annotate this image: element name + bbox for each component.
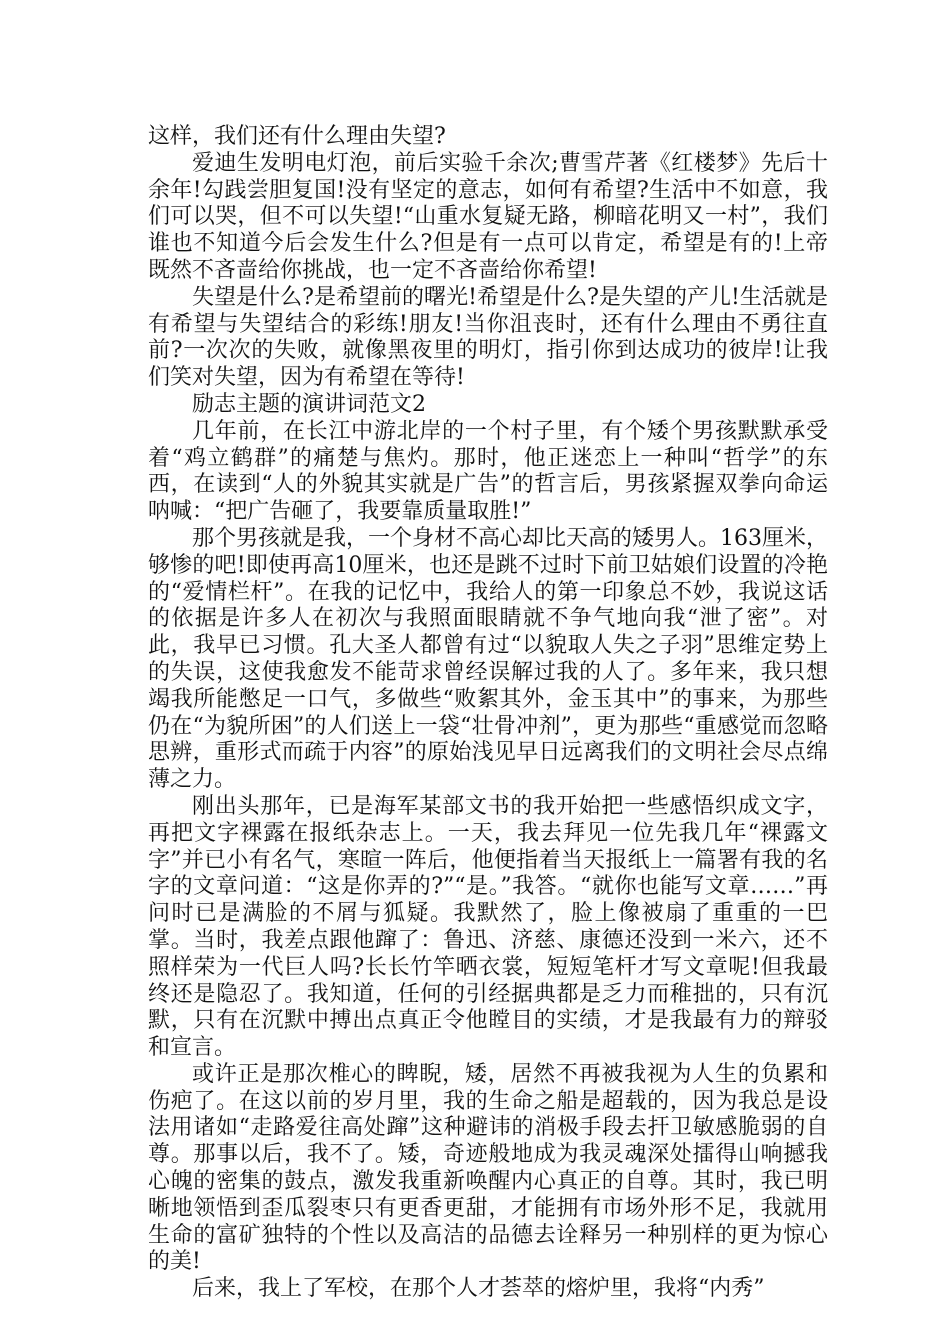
document-body	[148, 124, 828, 1303]
paragraph-short-man: 那个男孩就是我，一个身材不高心却比天高的矮男人。163厘米，够惨的吧!即使再高10厘米，也还是跳不过时下前卫姑娘们设置的冷艳的“爱情栏杆”。在我的记忆中，我给人的第一印象总不妙，我说这话的依据是许多人在初次与我照面眼睛就不争气地向我“泄了密”。对此，我早已习惯。孔大圣人都曾有过“以貌取人失之子羽”思维定势上的失误，这使我愈发不能苛求曾经误解过我的人了。多年来，我只想竭我所能憋足一口气，多做些“败絮其外，金玉其中”的事来，为那些仍在“为貌所困”的人们送上一袋“壮骨冲剂”，更为那些“重感觉而忽略思辨，重形式而疏于内容”的原始浅见早日远离我们的文明社会尽点绵薄之力。	[148, 525, 828, 793]
paragraph-continuation: 这样，我们还有什么理由失望?	[148, 124, 446, 149]
paragraph-navy-writer: 刚出头那年，已是海军某部文书的我开始把一些感悟织成文字，再把文字裸露在报纸杂志上。一天，我去拜见一位先我几年“裸露文字”并已小有名气，寒暄一阵后，他便指着当天报纸上一篇署有我的名字的文章问道：“这是你弄的?”“是。”我答。“就你也能写文章……”再问时已是满脸的不屑与狐疑。我默然了，脸上像被扇了重重的一巴掌。当时，我差点跟他蹿了：鲁迅、济慈、康德还没到一米六，还不照样荣为一代巨人吗?长长竹竿晒衣裳，短短笔杆才写文章呢!但我最终还是隐忍了。我知道，任何的引经据典都是乏力而稚拙的，只有沉默，只有在沉默中搏出点真正令他瞠目的实绩，才是我最有力的辩驳和宣言。	[148, 793, 828, 1061]
section-heading: 励志主题的演讲词范文2	[192, 391, 426, 417]
paragraph-what-is-hope: 失望是什么?是希望前的曙光!希望是什么?是失望的产儿!生活就是有希望与失望结合的彩练!朋友!当你沮丧时，还有什么理由不勇往直前?一次次的失败，就像黑夜里的明灯，指引你到达成功的彼岸!让我们笑对失望，因为有希望在等待!	[148, 284, 828, 391]
paragraph-edison: 爱迪生发明电灯泡，前后实验千余次;曹雪芹著《红楼梦》先后十余年!勾践尝胆复国!没有坚定的意志，如何有希望?生活中不如意，我们可以哭，但不可以失望!“山重水复疑无路，柳暗花明又一村”，我们谁也不知道今后会发生什么?但是有一点可以肯定，希望是有的!上帝既然不吝啬给你挑战，也一定不吝啬给你希望!	[148, 150, 828, 283]
paragraph-village-boy: 几年前，在长江中游北岸的一个村子里，有个矮个男孩默默承受着“鸡立鹤群”的痛楚与焦灼。那时，他正迷恋上一种叫“哲学”的东西，在读到“人的外貌其实就是广告”的哲言后，男孩紧握双拳向命运呐喊：“把广告砸了，我要靠质量取胜!”	[148, 418, 828, 525]
paragraph-military-school: 后来，我上了军校，在那个人才荟萃的熔炉里，我将“内秀”	[192, 1276, 765, 1302]
paragraph-self-esteem: 或许正是那次椎心的睥睨，矮，居然不再被我视为人生的负累和伤疤了。在这以前的岁月里，我的生命之船是超载的，因为我总是设法用诸如“走路爱往高处蹿”这种避讳的消极手段去扞卫敏感脆弱的自尊。那事以后，我不了。矮，奇迹般地成为我灵魂深处擂得山响撼我心魄的密集的鼓点，激发我重新唤醒内心真正的自尊。其时，我已明晰地领悟到歪瓜裂枣只有更香更甜，才能拥有市场外形不足，我就用生命的富矿独特的个性以及高洁的品德去诠释另一种别样的更为惊心的美!	[148, 1061, 828, 1275]
